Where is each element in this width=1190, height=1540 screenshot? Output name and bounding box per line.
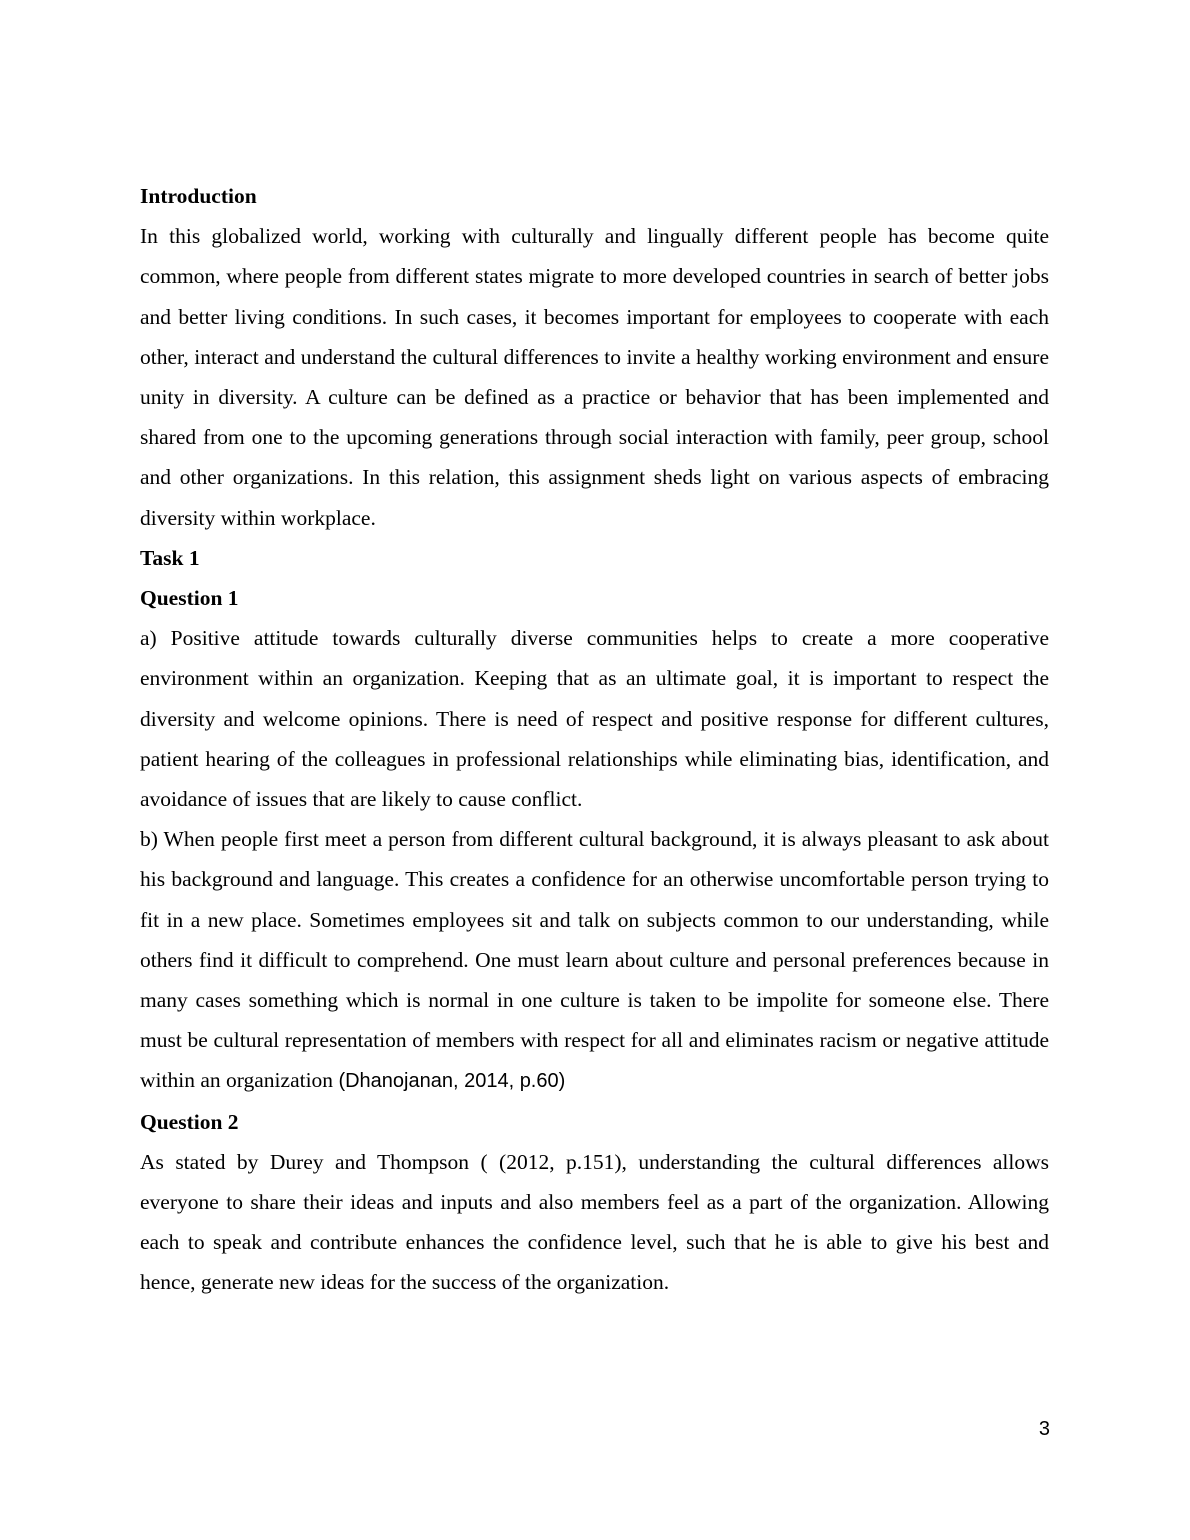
question-2-heading: Question 2 — [140, 1109, 239, 1134]
introduction-paragraph: In this globalized world, working with culturally and lingually different people has become quite common, where people from different states migrate to more developed countries in search of better jobs and better living conditions. In such cases, it becomes important for employees to cooperate with each other, interact and understand the cultural differences to invite a healthy working environment and ensure unity in diversity. A culture can be defined as a practice or behavior that has been implemented and shared from one to the upcoming generations through social interaction with family, peer group, school and other organizations. In this relation, this assignment sheds light on various aspects of embracing diversity within workplace. — [140, 224, 1049, 530]
question-1-part-b — [140, 819, 1049, 1101]
task-1-heading: Task 1 — [140, 545, 200, 570]
question-1-part-b-text: b) When people first meet a person from different cultural background, it is always pleasant to ask about his background and language. This creates a confidence for an otherwise uncomfortable person trying to fit in a new place. Sometimes employees sit and talk on subjects common to our understanding, while others find it difficult to comprehend. One must learn about culture and personal preferences because in many cases something which is normal in one culture is taken to be impolite for someone else. There must be cultural representation of members with respect for all and eliminates racism or negative attitude within an organization — [140, 827, 1049, 1093]
question-1-part-a: a) Positive attitude towards culturally diverse communities helps to create a more cooperative environment within an organization. Keeping that as an ultimate goal, it is important to respect the diversity and welcome opinions. There is need of respect and positive response for different cultures, patient hearing of the colleagues in professional relationships while eliminating bias, identification, and avoidance of issues that are likely to cause conflict. — [140, 626, 1049, 812]
question-1-citation: (Dhanojanan, 2014, p.60) — [338, 1070, 566, 1093]
question-2-paragraph: As stated by Durey and Thompson ( (2012, p.151), understanding the cultural differences allows everyone to share their ideas and inputs and also members feel as a part of the organization. Allowing each to speak and contribute enhances the confidence level, such that he is able to give his best and hence, generate new ideas for the success of the organization. — [140, 1149, 1049, 1295]
question-1-heading: Question 1 — [140, 586, 239, 611]
introduction-heading: Introduction — [140, 184, 257, 208]
document-body — [140, 176, 1049, 1303]
page-number: 3 — [1038, 1418, 1050, 1440]
